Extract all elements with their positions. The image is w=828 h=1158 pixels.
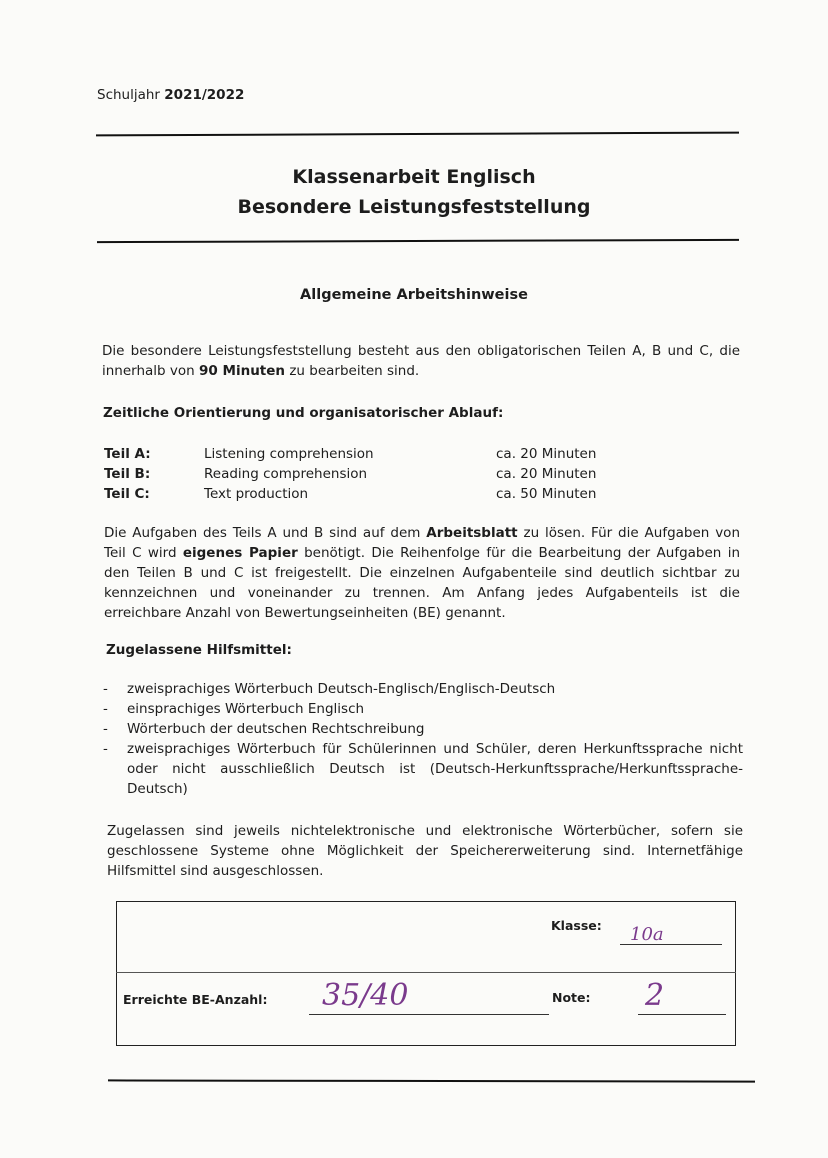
schedule-task: Listening comprehension: [204, 446, 374, 462]
instructions-text-3: benötigt. Die Reihenfolge für die Bearbeitung der Aufgaben in den Teilen B und C ist freigestellt. Die einzelnen Aufgabenteile sind deutlich sichtbar zu kennzeichnen und voneinander zu trennen. Am Anfang jedes Aufgabenteils ist die erreichbare Anzahl von Bewertungseinheiten (BE) genannt.: [104, 545, 741, 621]
points-label: Erreichte BE-Anzahl:: [123, 992, 268, 1007]
schedule-row: [104, 444, 624, 464]
exam-title: Klassenarbeit Englisch: [292, 166, 536, 188]
instructions-text-1: Die Aufgaben des Teils A und B sind auf dem: [104, 525, 427, 541]
instructions-worksheet: Arbeitsblatt: [426, 525, 518, 541]
schedule-row: [104, 464, 624, 484]
school-year-label: Schuljahr: [97, 87, 165, 103]
instructions-paragraph: [104, 523, 740, 623]
list-item: - zweisprachiges Wörterbuch Deutsch-Englisch/Englisch-Deutsch: [103, 679, 743, 699]
schedule-time: ca. 20 Minuten: [496, 446, 597, 462]
result-box: [116, 901, 736, 1046]
school-year: [97, 85, 244, 105]
schedule-row: [104, 484, 624, 504]
class-line: [620, 944, 722, 945]
list-item: - Wörterbuch der deutschen Rechtschreibung: [103, 719, 743, 739]
grade-line: [638, 1014, 726, 1015]
points-value: 35/40: [322, 978, 409, 1013]
instructions-text-2: zu lösen. Für die Aufgaben von Teil C wird: [104, 525, 741, 561]
instructions-own-paper: eigenes Papier: [182, 545, 298, 561]
schedule-time: ca. 20 Minuten: [496, 466, 597, 482]
class-value: 10a: [630, 924, 664, 945]
aids-list: [103, 679, 743, 799]
list-item: - zweisprachiges Wörterbuch für Schülerinnen und Schüler, deren Herkunftssprache nicht oder nicht ausschließlich Deutsch ist (Deutsch-Herkunftssprache/Herkunftssprache-Deutsch): [103, 739, 743, 799]
intro-text-2: zu bearbeiten sind.: [285, 363, 420, 379]
list-item: - einsprachiges Wörterbuch Englisch: [103, 699, 743, 719]
grade-label: Note:: [552, 990, 591, 1005]
intro-duration: 90 Minuten: [199, 363, 286, 379]
schedule-task: Reading comprehension: [204, 466, 368, 482]
class-label: Klasse:: [551, 918, 602, 933]
schedule-heading: Zeitliche Orientierung und organisatorischer Ablauf:: [103, 405, 504, 421]
result-box-divider: [116, 972, 736, 973]
schedule-part: Teil B:: [104, 466, 151, 482]
schedule-part: Teil A:: [104, 446, 151, 462]
intro-paragraph: [102, 341, 740, 381]
points-line: [309, 1014, 549, 1015]
schedule-table: [104, 444, 624, 504]
aids-note: Zugelassen sind jeweils nichtelektronische und elektronische Wörterbücher, sofern sie geschlossene Systeme ohne Möglichkeit der Speichererweiterung sind. Internetfähige Hilfsmittel sind ausgeschlossen.: [107, 823, 743, 879]
exam-subtitle: Besondere Leistungsfeststellung: [237, 196, 591, 218]
schedule-time: ca. 50 Minuten: [496, 486, 597, 502]
schedule-part: Teil C:: [104, 486, 150, 502]
school-year-value: 2021/2022: [164, 87, 245, 103]
bottom-rule: [108, 1079, 755, 1082]
aids-heading: Zugelassene Hilfsmittel:: [106, 642, 292, 658]
title-rule: [97, 239, 739, 243]
intro-text-1: Die besondere Leistungsfeststellung besteht aus den obligatorischen Teilen A, B und C, die innerhalb von: [102, 343, 740, 379]
schedule-task: Text production: [204, 486, 309, 502]
general-heading: Allgemeine Arbeitshinweise: [300, 287, 528, 303]
top-rule: [96, 132, 739, 137]
grade-value: 2: [645, 978, 665, 1013]
